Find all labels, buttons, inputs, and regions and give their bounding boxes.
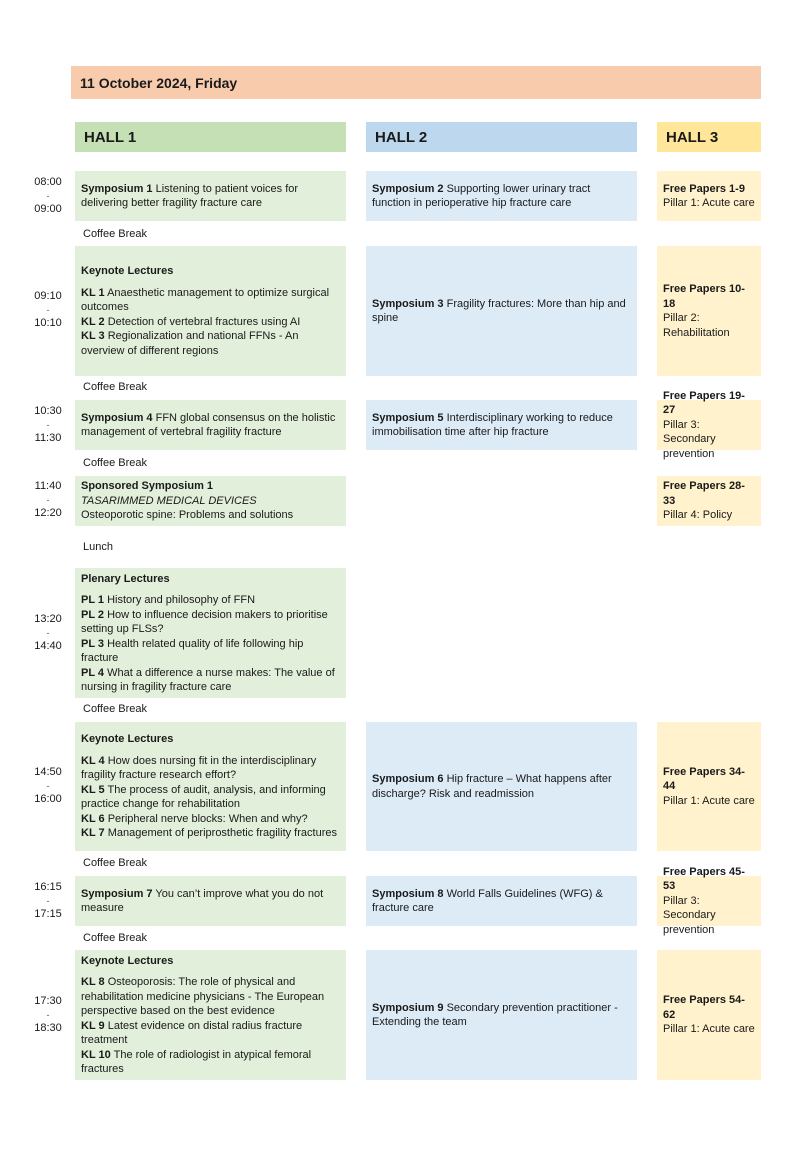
coffee-break-1: Coffee Break: [83, 228, 148, 240]
hall3-free-papers-2[interactable]: Free Papers 10-18 Pillar 2: Rehabilitation: [657, 246, 761, 376]
coffee-break-2: Coffee Break: [83, 381, 148, 393]
hall1-keynote-lectures-c[interactable]: Keynote Lectures KL 8 Osteoporosis: The role of physical and rehabilitation medicine physicians - The European perspective based on the best evidence KL 9 Latest evidence on distal radius fracture treatment KL 10 The role of radiologist in atypical femoral fractures: [75, 950, 346, 1080]
time-slot-5: 13:20 - 14:40: [34, 613, 62, 652]
time-slot-2: 09:10 - 10:10: [34, 290, 62, 329]
hall2-symposium-5[interactable]: Symposium 5 Interdisciplinary working to reduce immobilisation time after hip fracture: [366, 400, 637, 450]
hall3-free-papers-6[interactable]: Free Papers 45-53 Pillar 3: Secondary prevention: [657, 876, 761, 926]
hall1-keynote-lectures-b[interactable]: Keynote Lectures KL 4 How does nursing fit in the interdisciplinary fragility fracture research effort? KL 5 The process of audit, analysis, and informing practice change for rehabilitation KL 6 Peripheral nerve blocks: When and why? KL 7 Management of periprosthetic fragility fractures: [75, 722, 346, 851]
time-slot-6: 14:50 - 16:00: [34, 766, 62, 805]
hall-1-header: HALL 1: [75, 122, 346, 152]
time-slot-1: 08:00 - 09:00: [34, 176, 62, 215]
hall3-free-papers-4[interactable]: Free Papers 28-33 Pillar 4: Policy: [657, 476, 761, 526]
hall3-free-papers-5[interactable]: Free Papers 34-44 Pillar 1: Acute care: [657, 722, 761, 851]
hall2-symposium-6[interactable]: Symposium 6 Hip fracture – What happens after discharge? Risk and readmission: [366, 722, 637, 851]
hall-3-header: HALL 3: [657, 122, 761, 152]
hall1-keynote-lectures-a[interactable]: Keynote Lectures KL 1 Anaesthetic management to optimize surgical outcomes KL 2 Detection of vertebral fractures using AI KL 3 Regionalization and national FFNs - An overview of different regions: [75, 246, 346, 376]
time-slot-8: 17:30 - 18:30: [34, 995, 62, 1034]
hall-2-header: HALL 2: [366, 122, 637, 152]
coffee-break-5: Coffee Break: [83, 857, 148, 869]
hall1-plenary-lectures[interactable]: Plenary Lectures PL 1 History and philosophy of FFN PL 2 How to influence decision makers to prioritise setting up FLSs? PL 3 Health related quality of life following hip fracture PL 4 What a difference a nurse makes: The value of nursing in fragility fracture care: [75, 568, 346, 698]
hall2-symposium-9[interactable]: Symposium 9 Secondary prevention practitioner - Extending the team: [366, 950, 637, 1080]
hall1-sponsored-symposium[interactable]: Sponsored Symposium 1 TASARIMMED MEDICAL DEVICES Osteoporotic spine: Problems and solutions: [75, 476, 346, 526]
hall3-free-papers-1[interactable]: Free Papers 1-9 Pillar 1: Acute care: [657, 171, 761, 221]
hall3-free-papers-7[interactable]: Free Papers 54-62 Pillar 1: Acute care: [657, 950, 761, 1080]
time-slot-3: 10:30 - 11:30: [34, 405, 62, 444]
lunch-break: Lunch: [83, 541, 113, 553]
hall1-symposium-4[interactable]: Symposium 4 FFN global consensus on the holistic management of vertebral fragility fracture: [75, 400, 346, 450]
hall2-symposium-8[interactable]: Symposium 8 World Falls Guidelines (WFG) & fracture care: [366, 876, 637, 926]
time-slot-7: 16:15 - 17:15: [34, 881, 62, 920]
hall1-symposium-1[interactable]: Symposium 1 Listening to patient voices for delivering better fragility fracture care: [75, 171, 346, 221]
coffee-break-3: Coffee Break: [83, 457, 148, 469]
hall2-symposium-3[interactable]: Symposium 3 Fragility fractures: More than hip and spine: [366, 246, 637, 376]
hall3-free-papers-3[interactable]: Free Papers 19-27 Pillar 3: Secondary prevention: [657, 400, 761, 450]
hall1-symposium-7[interactable]: Symposium 7 You can’t improve what you do not measure: [75, 876, 346, 926]
date-header: 11 October 2024, Friday: [71, 66, 761, 99]
coffee-break-6: Coffee Break: [83, 932, 148, 944]
hall2-symposium-2[interactable]: Symposium 2 Supporting lower urinary tract function in perioperative hip fracture care: [366, 171, 637, 221]
coffee-break-4: Coffee Break: [83, 703, 148, 715]
time-slot-4: 11:40 - 12:20: [34, 480, 62, 519]
